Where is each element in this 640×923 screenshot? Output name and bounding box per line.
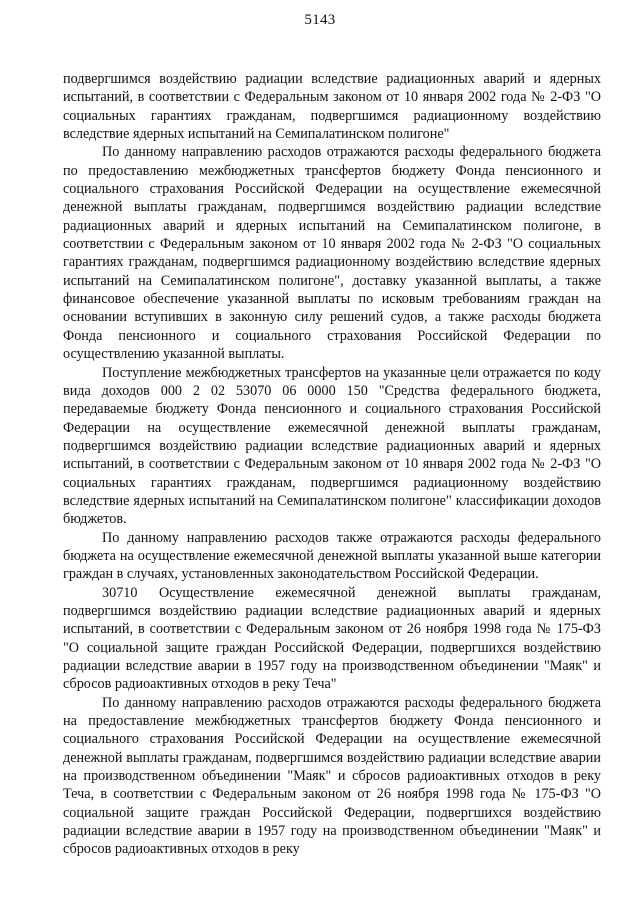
paragraph-section-30710: 30710 Осуществление ежемесячной денежной выплаты гражданам, подвергшимся воздействию радиации вследствие радиационных аварий и ядерных испытаний, в соответствии с Федеральным законом от 26 ноября 1998 года № 175-ФЗ "О социальной защите граждан Российской Федерации, подвергшихся воздействию радиации вследствие аварии в 1957 году на производственном объединении "Маяк" и сбросов радиоактивных отходов в реку Теча" xyxy=(63,584,601,693)
document-body xyxy=(63,70,601,859)
paragraph: По данному направлению расходов отражаются расходы федерального бюджета по предоставлению межбюджетных трансфертов бюджету Фонда пенсионного и социального страхования Российской Федерации на осуществление ежемесячной денежной выплаты гражданам, подвергшимся воздействию радиации вследствие радиационных аварий и ядерных испытаний на Семипалатинском полигоне, в соответствии с Федеральным законом от 10 января 2002 года № 2-ФЗ "О социальных гарантиях гражданам, подвергшимся радиационному воздействию вследствие ядерных испытаний на Семипалатинском полигоне", доставку указанной выплаты, а также финансовое обеспечение указанной выплаты по исковым требованиям граждан на основании вступивших в законную силу решений судов, а также расходы бюджета Фонда пенсионного и социального страхования Российской Федерации по осуществлению указанной выплаты. xyxy=(63,144,601,363)
page-number: 5143 xyxy=(304,12,336,28)
paragraph-continuation: подвергшимся воздействию радиации вследствие радиационных аварий и ядерных испытаний, в соответствии с Федеральным законом от 10 января 2002 года № 2-ФЗ "О социальных гарантиях гражданам, подвергшимся радиационному воздействию вследствие ядерных испытаний на Семипалатинском полигоне" xyxy=(63,71,601,143)
paragraph: По данному направлению расходов также отражаются расходы федерального бюджета на осуществление ежемесячной денежной выплаты указанной выше категории граждан в случаях, установленных законодательством Российской Федерации. xyxy=(63,529,601,583)
paragraph: Поступление межбюджетных трансфертов на указанные цели отражается по коду вида доходов 000 2 02 53070 06 0000 150 "Средства федерального бюджета, передаваемые бюджету Фонда пенсионного и социального страхования Российской Федерации на осуществление ежемесячной денежной выплаты гражданам, подвергшимся воздействию радиации вследствие радиационных аварий и ядерных испытаний, в соответствии с Федеральным законом от 10 января 2002 года № 2-ФЗ "О социальных гарантиях гражданам, подвергшимся радиационному воздействию вследствие ядерных испытаний на Семипалатинском полигоне" классификации доходов бюджетов. xyxy=(63,364,601,528)
paragraph: По данному направлению расходов отражаются расходы федерального бюджета на предоставление межбюджетных трансфертов бюджету Фонда пенсионного и социального страхования Российской Федерации на осуществление ежемесячной денежной выплаты гражданам, подвергшимся воздействию радиации вследствие аварии на производственном объединении "Маяк" и сбросов радиоактивных отходов в реку Теча, в соответствии с Федеральным законом от 26 ноября 1998 года № 175-ФЗ "О социальной защите граждан Российской Федерации, подвергшихся воздействию радиации вследствие аварии в 1957 году на производственном объединении "Маяк" и сбросов радиоактивных отходов в реку xyxy=(63,694,601,858)
